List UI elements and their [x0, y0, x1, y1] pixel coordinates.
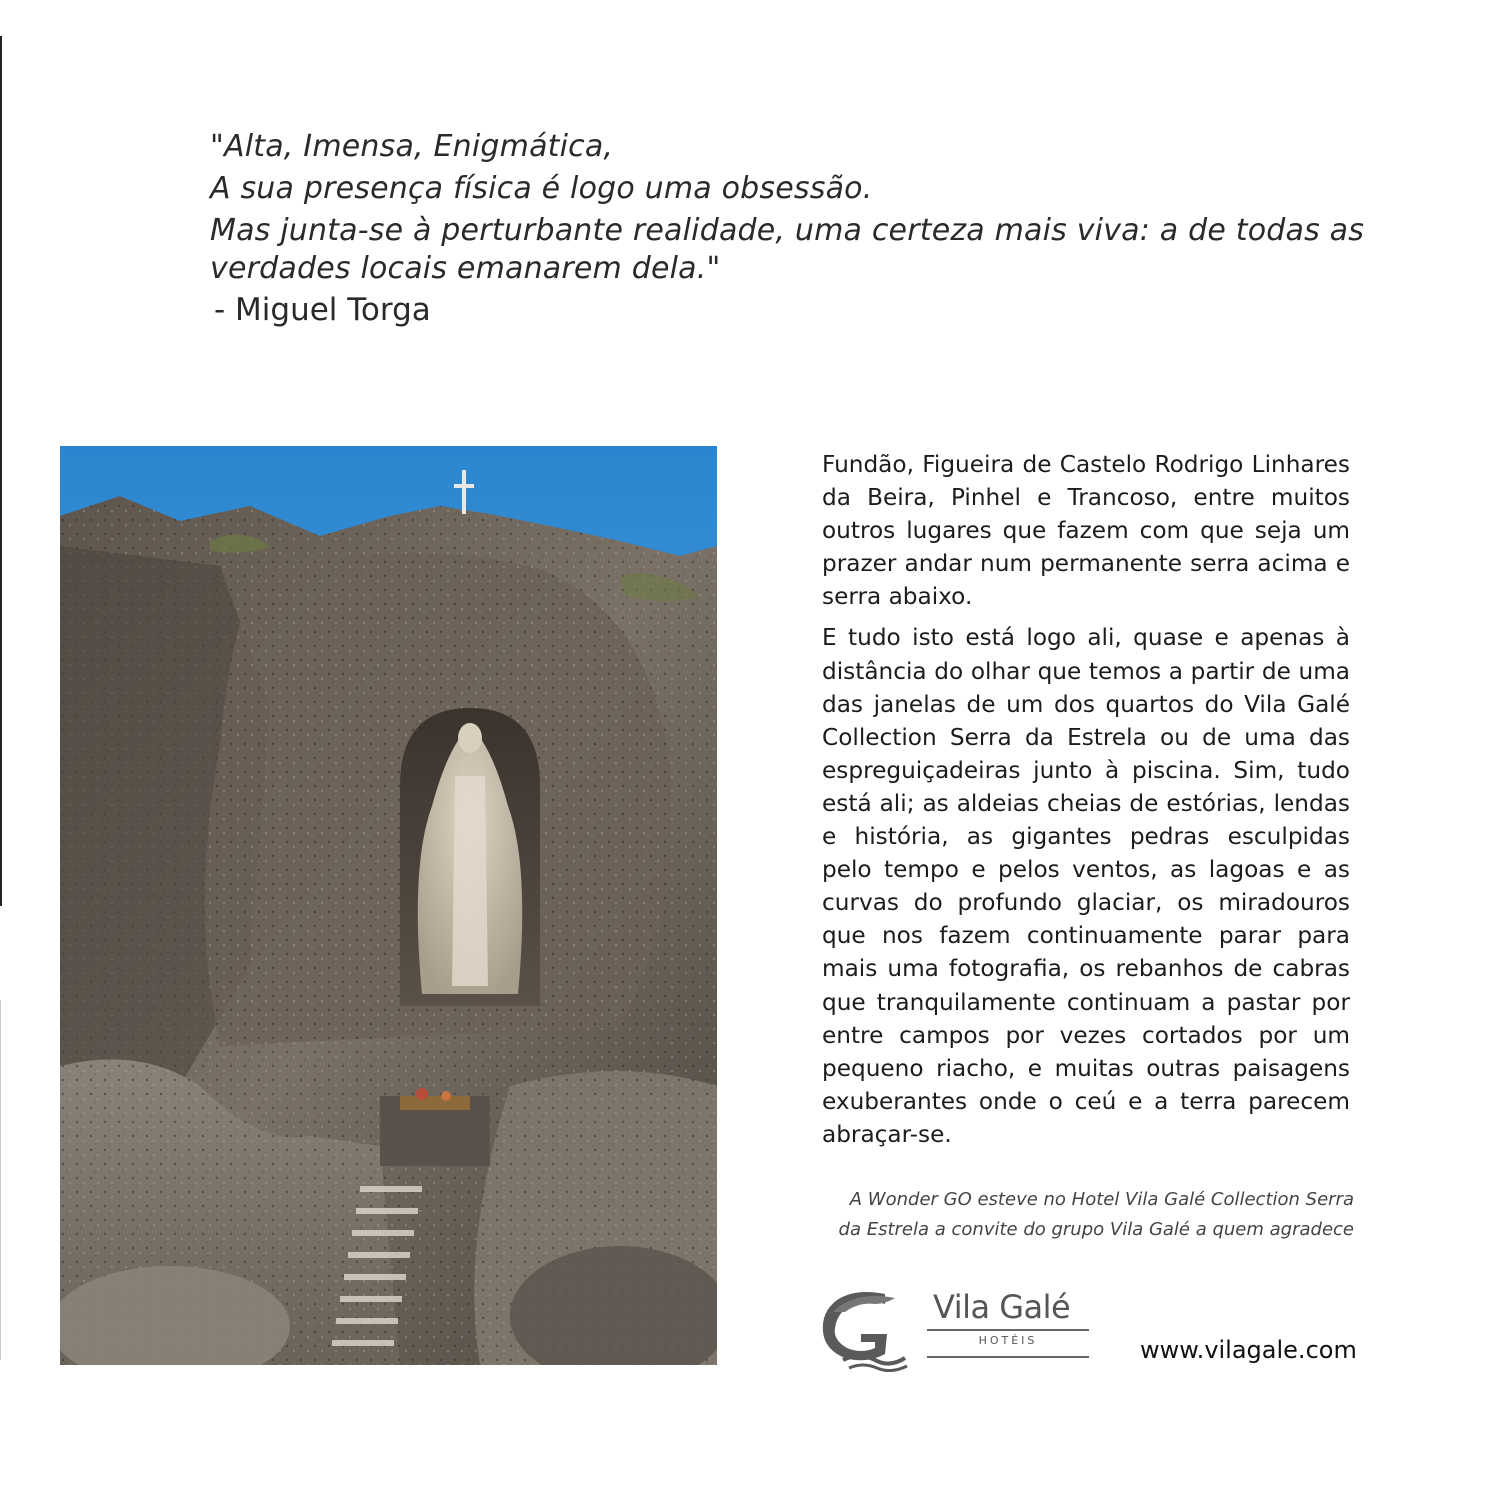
quote-author: - Miguel Torga [214, 292, 431, 328]
quote-line: "Alta, Imensa, Enigmática, [210, 129, 614, 164]
article-body [822, 448, 1350, 1159]
quote-line: verdades locais emanarem dela." [210, 251, 721, 286]
credit-line: da Estrela a convite do grupo Vila Galé a quem agradece [838, 1219, 1354, 1240]
article-paragraph: E tudo isto está logo ali, quase e apenas à distância do olhar que temos a partir de uma das janelas de um dos quartos do Vila Galé Collection Serra da Estrela ou de uma das espreguiçadeiras junto à piscina. Sim, tudo está ali; as aldeias cheias de estórias, lendas e história, as gigantes pedras esculpidas pelo tempo e pelos ventos, as lagoas e as curvas do profundo glaciar, os miradouros que nos fazem continuamente parar para mais uma fotografia, os rebanhos de cabras que tranquilamente continuam a pastar por entre campos por vezes cortados por um pequeno riacho, e muitas outras paisagens exuberantes onde o ceú e a terra parecem abraçar-se. [822, 624, 1350, 1148]
rock-shrine-illustration [60, 446, 717, 1365]
logo-subtitle: HOTÉIS [927, 1329, 1089, 1358]
credit-note [818, 1185, 1354, 1245]
page-edge-line-lower [0, 1000, 1, 1360]
vila-gale-g-icon [815, 1282, 915, 1372]
article-paragraph: Fundão, Figueira de Castelo Rodrigo Linhares da Beira, Pinhel e Trancoso, entre muitos outros lugares que fazem com que seja um prazer andar num permanente serra acima e serra abaixo. [822, 451, 1350, 611]
page-edge-line [0, 36, 2, 906]
vila-gale-logo [815, 1282, 1105, 1372]
shrine-photo [60, 446, 717, 1365]
quote-line: Mas junta-se à perturbante realidade, uma certeza mais viva: a de todas as [210, 213, 1365, 248]
website-url[interactable]: www.vilagale.com [1140, 1336, 1357, 1364]
quote-line: A sua presença física é logo uma obsessão. [210, 171, 873, 206]
credit-line: A Wonder GO esteve no Hotel Vila Galé Collection Serra [849, 1189, 1354, 1210]
logo-wordmark: Vila Galé [933, 1288, 1071, 1326]
epigraph-quote [210, 126, 1370, 290]
